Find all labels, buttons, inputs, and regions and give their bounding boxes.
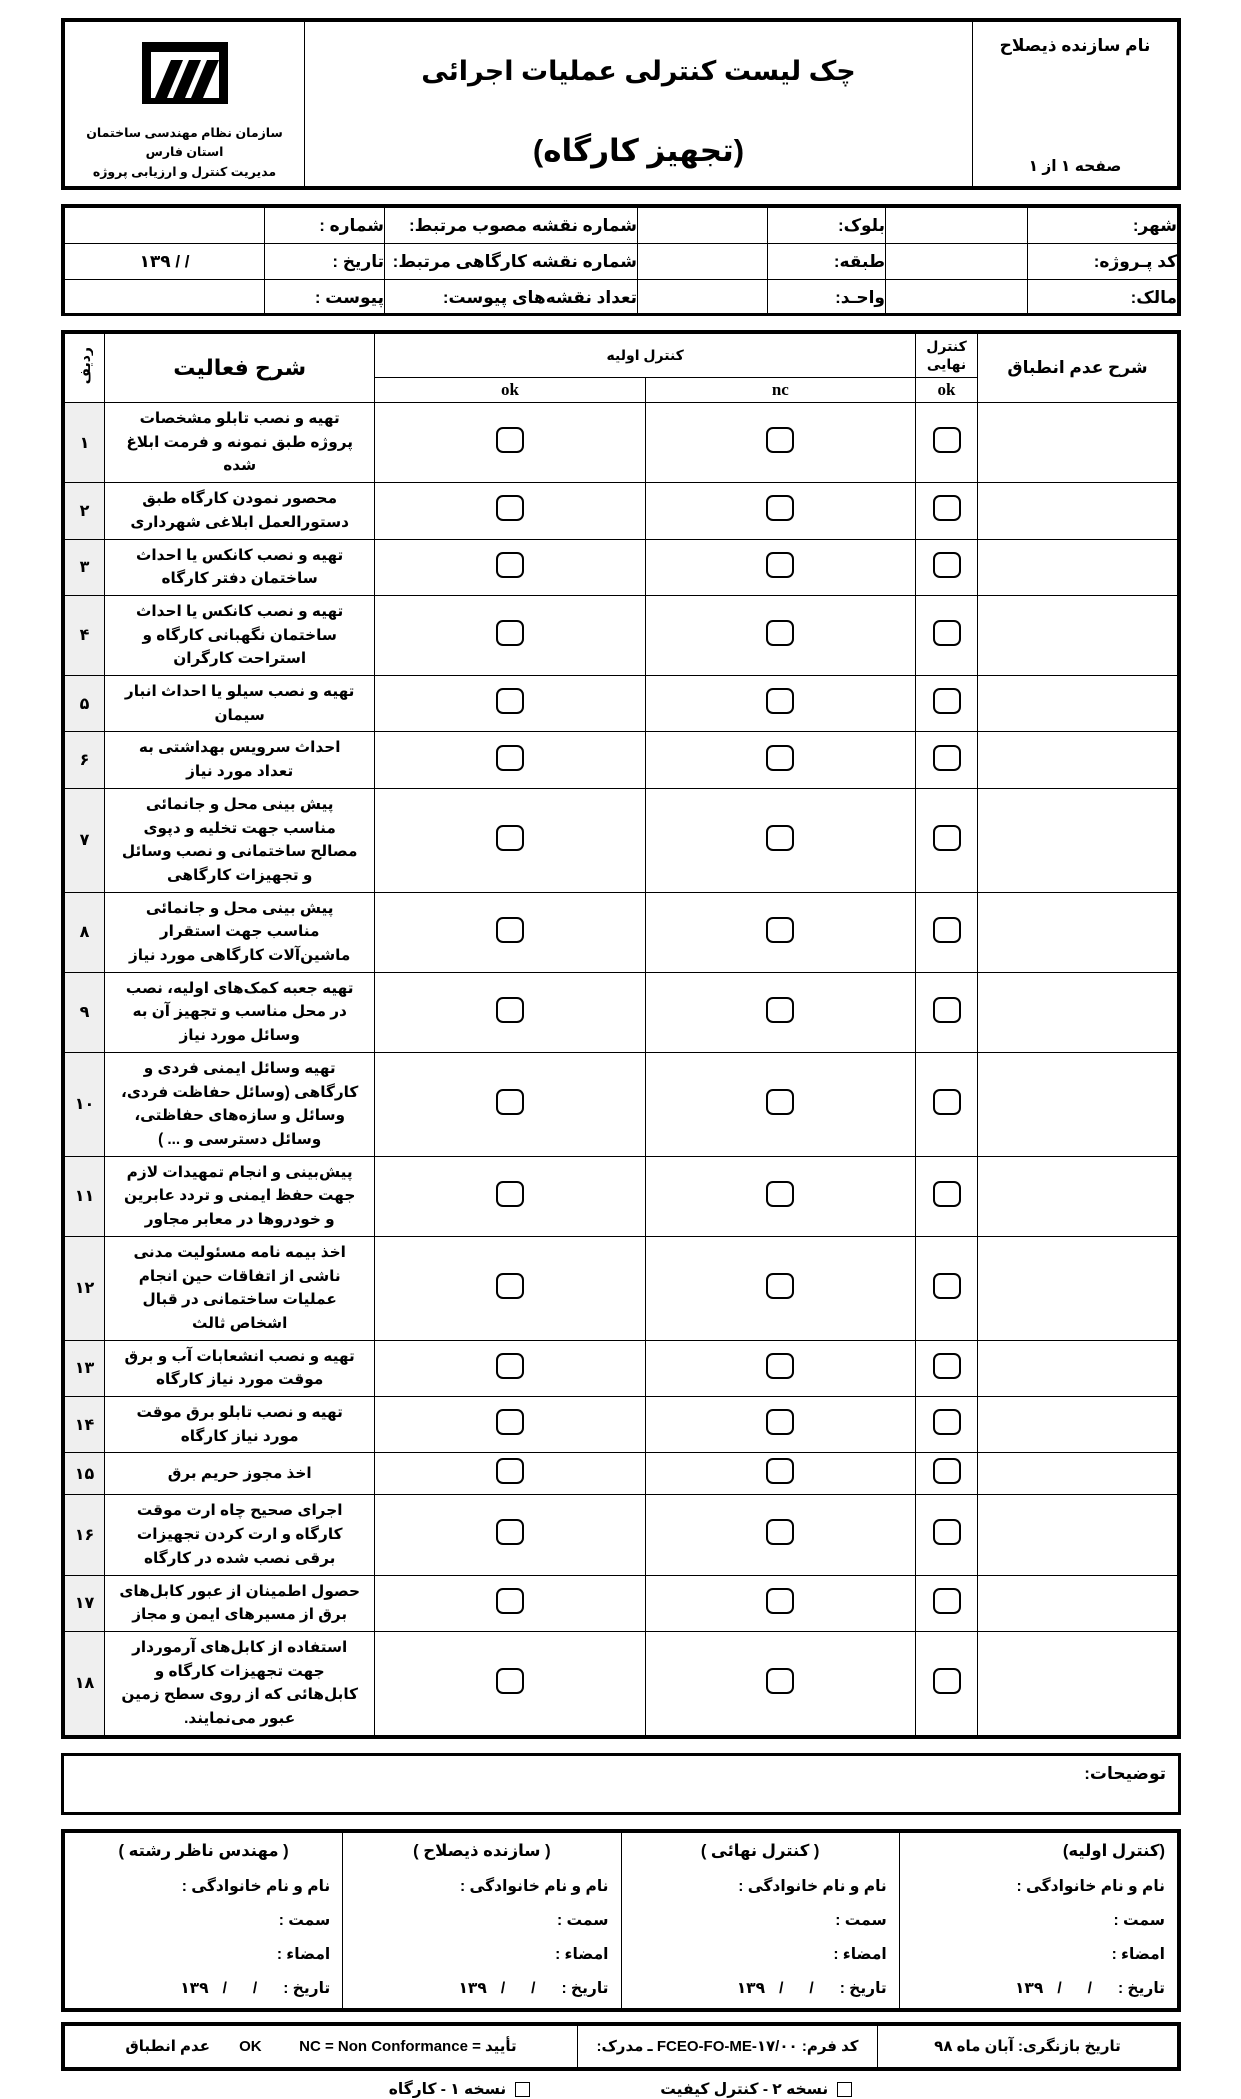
checkbox-icon[interactable] [766, 1273, 794, 1299]
activity-cell: تهیه جعبه کمک‌های اولیه، نصب در محل مناسب و تجهیز آن به وسائل مورد نیاز [105, 972, 375, 1052]
checkbox-cell-ok[interactable] [375, 892, 645, 972]
block-label: بلوک: [768, 208, 886, 244]
checkbox-icon[interactable] [933, 1588, 961, 1614]
signature-role-label[interactable]: سمت : [1113, 1911, 1165, 1929]
number-value[interactable] [65, 208, 265, 244]
nonconformity-cell[interactable] [978, 1575, 1178, 1631]
checkbox-icon[interactable] [933, 1089, 961, 1115]
footer-revision-date: تاریخ بازنگری: آبان ماه ۹۸ [934, 2038, 1121, 2056]
checkbox-cell-nc[interactable] [645, 595, 915, 675]
activity-cell: حصول اطمینان از عبور کابل‌های برق از مسیرهای ایمن و مجاز [105, 1575, 375, 1631]
checkbox-cell-final-ok[interactable] [916, 788, 978, 892]
checkbox-icon[interactable] [496, 745, 524, 771]
activity-cell: پیش‌بینی و انجام تمهیدات لازم جهت حفظ ایمنی و تردد عابرین و خودروها در معابر مجاور [105, 1156, 375, 1236]
nonconformity-cell[interactable] [978, 1495, 1178, 1575]
page-subtitle: (تجهیز کارگاه) [532, 132, 745, 168]
checkbox-cell-ok[interactable] [375, 972, 645, 1052]
activity-cell: تهیه و نصب کانکس یا احداث ساختمان نگهبانی کارگاه و استراحت کارگران [105, 595, 375, 675]
checkbox-icon[interactable] [496, 427, 524, 453]
table-row [65, 403, 1178, 483]
checkbox-cell-nc[interactable] [645, 1052, 915, 1156]
table-row [65, 1052, 1178, 1156]
signature-title: ( کنترل نهائی ) [700, 1841, 820, 1860]
checkbox-cell-final-ok[interactable] [916, 1453, 978, 1495]
checkbox-icon[interactable] [766, 745, 794, 771]
project-code-value[interactable] [886, 244, 1028, 280]
project-info-block [61, 204, 1181, 316]
checkbox-icon[interactable] [837, 2082, 852, 2097]
table-row [65, 1575, 1178, 1631]
checkbox-icon[interactable] [933, 688, 961, 714]
page-label: صفحه ۱ از ۱ [1028, 158, 1122, 175]
attached-maps-label: تعداد نقشه‌های پیوست: [385, 280, 638, 316]
unit-label: واحـد: [768, 280, 886, 316]
sub-col-ok: ok [375, 378, 645, 403]
row-number-cell: ۶ [65, 732, 105, 788]
checkbox-cell-ok[interactable] [375, 1453, 645, 1495]
table-row [65, 595, 1178, 675]
signature-role-label[interactable]: سمت : [556, 1911, 609, 1929]
city-label: شهر: [1028, 208, 1178, 244]
checkbox-cell-final-ok[interactable] [916, 539, 978, 595]
page-title: چک لیست کنترلی عملیات اجرائی [421, 55, 856, 86]
nonconformity-cell[interactable] [978, 1156, 1178, 1236]
checkbox-cell-final-ok[interactable] [916, 403, 978, 483]
floor-label: طبقه: [768, 244, 886, 280]
table-row [65, 1631, 1178, 1735]
nonconformity-cell[interactable] [978, 676, 1178, 732]
checkbox-icon[interactable] [766, 917, 794, 943]
logo-caption-line-2: استان فارس [145, 145, 224, 160]
row-number-cell: ۲ [65, 483, 105, 539]
footer-nc-full: NC = Non Conformance [299, 2038, 468, 2056]
table-row [65, 1397, 1178, 1453]
checkbox-icon[interactable] [766, 620, 794, 646]
activity-cell: تهیه وسائل ایمنی فردی و کارگاهی (وسائل حفاظت فردی، وسائل و سازه‌های حفاظتی، وسائل دسترسی و ... ) [105, 1052, 375, 1156]
nonconformity-cell[interactable] [978, 1631, 1178, 1735]
checkbox-cell-ok[interactable] [375, 1156, 645, 1236]
footer-approve: تأیید = OK [239, 2038, 517, 2056]
table-row [65, 1236, 1178, 1340]
footer-table [64, 2025, 1178, 2068]
signature-table [64, 1832, 1178, 2009]
checkbox-icon[interactable] [933, 1181, 961, 1207]
number-label: شماره : [265, 208, 385, 244]
row-number-cell: ۱۲ [65, 1236, 105, 1340]
signature-cell-1 [621, 1832, 899, 2008]
checkbox-icon[interactable] [766, 1409, 794, 1435]
maker-label: نام سازنده ذیصلاح [999, 36, 1151, 55]
signature-cell-0 [899, 1832, 1177, 2008]
checkbox-icon[interactable] [496, 1458, 524, 1484]
col-final-control: کنترل نهایی [916, 334, 978, 378]
nonconformity-cell[interactable] [978, 539, 1178, 595]
table-row [65, 539, 1178, 595]
site-map-label: شماره نقشه کارگاهی مرتبط: [385, 244, 638, 280]
unit-value[interactable] [638, 280, 768, 316]
row-number-cell: ۱۰ [65, 1052, 105, 1156]
logo-caption-line-3: مدیریت کنترل و ارزیابی پروژه [92, 164, 277, 179]
signature-row [65, 1832, 1178, 2008]
signature-role-label[interactable]: سمت : [835, 1911, 887, 1929]
signature-sign-label[interactable]: امضاء : [276, 1945, 331, 1963]
table-row [65, 1453, 1178, 1495]
checkbox-cell-nc[interactable] [645, 403, 915, 483]
checkbox-cell-ok[interactable] [375, 1397, 645, 1453]
activity-cell: تهیه و نصب تابلو مشخصات پروژه طبق نمونه و فرمت ابلاغ شده [105, 403, 375, 483]
checkbox-cell-ok[interactable] [375, 1495, 645, 1575]
checkbox-cell-ok[interactable] [375, 732, 645, 788]
checkbox-cell-ok[interactable] [375, 1631, 645, 1735]
table-row [65, 732, 1178, 788]
checkbox-icon[interactable] [766, 495, 794, 521]
footer-doc-label: ـ مدرک: [596, 2038, 653, 2056]
checkbox-cell-ok[interactable] [375, 676, 645, 732]
row-number-cell: ۳ [65, 539, 105, 595]
nonconformity-cell[interactable] [978, 1052, 1178, 1156]
date-value[interactable]: / / ۱۳۹ [65, 244, 265, 280]
checkbox-cell-nc[interactable] [645, 1156, 915, 1236]
checkbox-cell-nc[interactable] [645, 972, 915, 1052]
checkbox-icon[interactable] [496, 917, 524, 943]
signature-title: ( سازنده ذیصلاح ) [413, 1841, 551, 1860]
table-row [65, 972, 1178, 1052]
checkbox-icon[interactable] [766, 1519, 794, 1545]
approved-map-label: شماره نقشه مصوب مرتبط: [385, 208, 638, 244]
table-row [65, 676, 1178, 732]
row-number-cell: ۱۳ [65, 1340, 105, 1396]
nonconformity-cell[interactable] [978, 732, 1178, 788]
checkbox-icon[interactable] [933, 917, 961, 943]
checkbox-cell-nc[interactable] [645, 788, 915, 892]
activity-cell: پیش بینی محل و جانمائی مناسب جهت استقرار ماشین‌آلات کارگاهی مورد نیاز [105, 892, 375, 972]
signature-date-value: ۱۳۹ [458, 1979, 487, 1997]
row-number-cell: ۷ [65, 788, 105, 892]
footer-nonconformity: عدم انطباق [125, 2038, 210, 2056]
checkbox-icon[interactable] [496, 997, 524, 1023]
col-activity: شرح فعالیت [105, 334, 375, 403]
activity-cell: تهیه و نصب تابلو برق موقت مورد نیاز کارگاه [105, 1397, 375, 1453]
checkbox-cell-nc[interactable] [645, 539, 915, 595]
checklist-body [65, 403, 1178, 1736]
signature-date-label: تاریخ : [1117, 1979, 1165, 1997]
checkbox-icon[interactable] [933, 997, 961, 1023]
notes-block[interactable] [61, 1753, 1181, 1815]
checkbox-cell-ok[interactable] [375, 1340, 645, 1396]
checkbox-cell-final-ok[interactable] [916, 972, 978, 1052]
nonconformity-cell[interactable] [978, 403, 1178, 483]
row-number-cell: ۹ [65, 972, 105, 1052]
table-row [65, 1156, 1178, 1236]
checkbox-icon[interactable] [496, 1273, 524, 1299]
activity-cell: اجرای صحیح چاه ارت موقت کارگاه و ارت کردن تجهیزات برقی نصب شده در کارگاه [105, 1495, 375, 1575]
row-number-cell: ۸ [65, 892, 105, 972]
maker-cell [973, 22, 1178, 187]
signature-cell-2 [343, 1832, 621, 2008]
checkbox-cell-final-ok[interactable] [916, 732, 978, 788]
nonconformity-cell[interactable] [978, 1340, 1178, 1396]
checkbox-icon[interactable] [933, 1409, 961, 1435]
checkbox-icon[interactable] [766, 1668, 794, 1694]
title-block [61, 18, 1181, 190]
checkbox-icon[interactable] [496, 1519, 524, 1545]
activity-cell: استفاده از کابل‌های آرموردار جهت تجهیزات کارگاه و کابل‌هائی که از روی سطح زمین عبور می‌نمایند. [105, 1631, 375, 1735]
attachment-label: پیوست : [265, 280, 385, 316]
attachment-value[interactable] [65, 280, 265, 316]
signature-name-label[interactable]: نام و نام خانوادگی : [181, 1877, 331, 1895]
checkbox-cell-nc[interactable] [645, 1575, 915, 1631]
checklist-table [64, 333, 1178, 1736]
checkbox-icon[interactable] [766, 1458, 794, 1484]
nonconformity-cell[interactable] [978, 1236, 1178, 1340]
footer-revision-cell [878, 2025, 1178, 2067]
checkbox-icon[interactable] [496, 688, 524, 714]
checkbox-icon[interactable] [496, 1181, 524, 1207]
checkbox-cell-nc[interactable] [645, 676, 915, 732]
footer-legend-cell [65, 2025, 578, 2067]
logo-cell [65, 22, 305, 187]
checkbox-cell-ok[interactable] [375, 1052, 645, 1156]
activity-cell: تهیه و نصب کانکس یا احداث ساختمان دفتر کارگاه [105, 539, 375, 595]
checkbox-cell-final-ok[interactable] [916, 1236, 978, 1340]
signature-name-label[interactable]: نام و نام خانوادگی : [738, 1877, 887, 1895]
checkbox-icon[interactable] [933, 745, 961, 771]
signature-date-value: ۱۳۹ [180, 1979, 209, 1997]
signature-name-label[interactable]: نام و نام خانوادگی : [1016, 1877, 1165, 1895]
activity-cell: پیش بینی محل و جانمائی مناسب جهت تخلیه و دپوی مصالح ساختمانی و نصب وسائل و تجهیزات کارگاهی [105, 788, 375, 892]
city-value[interactable] [886, 208, 1028, 244]
logo-caption-line-1: سازمان نظام مهندسی ساختمان [86, 125, 283, 140]
logo-caption [65, 124, 304, 182]
row-number-cell: ۱۷ [65, 1575, 105, 1631]
checkbox-cell-ok[interactable] [375, 539, 645, 595]
nonconformity-cell[interactable] [978, 892, 1178, 972]
checkbox-cell-final-ok[interactable] [916, 1340, 978, 1396]
footer-doc-code: کد فرم: FCEO-FO-ME-۱۷/۰۰ [656, 2038, 859, 2056]
row-number-cell: ۱ [65, 403, 105, 483]
checkbox-cell-final-ok[interactable] [916, 676, 978, 732]
checkbox-cell-nc[interactable] [645, 732, 915, 788]
activity-cell: تهیه و نصب انشعابات آب و برق موقت مورد نیاز کارگاه [105, 1340, 375, 1396]
sub-col-nc: nc [645, 378, 915, 403]
row-number-cell: ۱۵ [65, 1453, 105, 1495]
checkbox-icon[interactable] [933, 620, 961, 646]
checkbox-cell-nc[interactable] [645, 1340, 915, 1396]
nonconformity-cell[interactable] [978, 972, 1178, 1052]
checkbox-icon[interactable] [933, 495, 961, 521]
checkbox-icon[interactable] [496, 495, 524, 521]
sub-col-ok-final: ok [916, 378, 978, 403]
signature-name-label[interactable]: نام و نام خانوادگی : [459, 1877, 609, 1895]
copy-item-2[interactable] [660, 2080, 852, 2099]
table-row [65, 788, 1178, 892]
activity-cell: تهیه و نصب سیلو یا احداث انبار سیمان [105, 676, 375, 732]
checkbox-icon[interactable] [766, 1588, 794, 1614]
nonconformity-cell[interactable] [978, 788, 1178, 892]
checkbox-icon[interactable] [933, 1519, 961, 1545]
checkbox-icon[interactable] [933, 1353, 961, 1379]
checklist-block [61, 330, 1181, 1739]
owner-label: مالک: [1028, 280, 1178, 316]
checkbox-cell-ok[interactable] [375, 1236, 645, 1340]
checkbox-cell-final-ok[interactable] [916, 595, 978, 675]
checkbox-icon[interactable] [496, 825, 524, 851]
checkbox-icon[interactable] [933, 1458, 961, 1484]
signature-date-label: تاریخ : [283, 1979, 331, 1997]
signature-sign-label[interactable]: امضاء : [1111, 1945, 1165, 1963]
floor-value[interactable] [638, 244, 768, 280]
checkbox-cell-final-ok[interactable] [916, 1495, 978, 1575]
nonconformity-cell[interactable] [978, 1453, 1178, 1495]
checkbox-icon[interactable] [933, 1273, 961, 1299]
signature-date-value: ۱۳۹ [1014, 1979, 1044, 1997]
checkbox-cell-final-ok[interactable] [916, 1631, 978, 1735]
signature-date-value: ۱۳۹ [736, 1979, 766, 1997]
checkbox-icon[interactable] [766, 1089, 794, 1115]
signature-block [61, 1829, 1181, 2012]
checkbox-icon[interactable] [496, 1668, 524, 1694]
checkbox-cell-final-ok[interactable] [916, 892, 978, 972]
row-number-cell: ۱۶ [65, 1495, 105, 1575]
checkbox-cell-ok[interactable] [375, 403, 645, 483]
checkbox-cell-nc[interactable] [645, 483, 915, 539]
checkbox-icon[interactable] [496, 1353, 524, 1379]
signature-date-row[interactable]: تاریخ ://۱۳۹ [458, 1979, 609, 1997]
checkbox-cell-final-ok[interactable] [916, 1156, 978, 1236]
checkbox-icon[interactable] [933, 427, 961, 453]
document-title-cell [305, 22, 973, 187]
row-number-cell: ۱۱ [65, 1156, 105, 1236]
organization-logo-icon [125, 38, 245, 116]
col-nonconformity: شرح عدم انطباق [978, 334, 1178, 403]
signature-title: (کنترل اولیه) [1062, 1841, 1165, 1860]
checkbox-icon[interactable] [766, 997, 794, 1023]
copy-2-label: نسخه ۲ - کنترل کیفیت [660, 2080, 829, 2098]
signature-date-row[interactable]: تاریخ ://۱۳۹ [1014, 1979, 1165, 1997]
checkbox-icon[interactable] [933, 552, 961, 578]
col-row-number [65, 334, 105, 403]
checkbox-icon[interactable] [766, 1181, 794, 1207]
activity-cell: احداث سرویس بهداشتی به تعداد مورد نیاز [105, 732, 375, 788]
table-row [65, 483, 1178, 539]
checkbox-icon[interactable] [766, 1353, 794, 1379]
checkbox-cell-nc[interactable] [645, 1236, 915, 1340]
col-initial-control: کنترل اولیه [375, 334, 916, 378]
checkbox-icon[interactable] [496, 552, 524, 578]
signature-sign-label[interactable]: امضاء : [555, 1945, 609, 1963]
block-value[interactable] [638, 208, 768, 244]
signature-date-row[interactable]: تاریخ ://۱۳۹ [736, 1979, 887, 1997]
signature-date-row[interactable]: تاریخ ://۱۳۹ [180, 1979, 331, 1997]
project-code-label: کد پـروژه: [1028, 244, 1178, 280]
copy-item-1[interactable] [389, 2080, 530, 2099]
checkbox-cell-nc[interactable] [645, 892, 915, 972]
checkbox-icon[interactable] [766, 552, 794, 578]
checklist-header [65, 334, 1178, 403]
checkbox-icon[interactable] [496, 1588, 524, 1614]
checkbox-cell-final-ok[interactable] [916, 1052, 978, 1156]
signature-title: ( مهندس ناظر رشته ) [118, 1841, 289, 1860]
table-row [65, 1495, 1178, 1575]
checkbox-icon[interactable] [933, 825, 961, 851]
checkbox-cell-ok[interactable] [375, 1575, 645, 1631]
row-number-cell: ۴ [65, 595, 105, 675]
checkbox-cell-ok[interactable] [375, 483, 645, 539]
checkbox-icon[interactable] [496, 1409, 524, 1435]
table-row [65, 892, 1178, 972]
signature-date-label: تاریخ : [561, 1979, 609, 1997]
copy-line [60, 2080, 1181, 2099]
checkbox-cell-final-ok[interactable] [916, 1575, 978, 1631]
checkbox-icon[interactable] [766, 688, 794, 714]
nonconformity-cell[interactable] [978, 1397, 1178, 1453]
checkbox-icon[interactable] [496, 620, 524, 646]
checkbox-cell-ok[interactable] [375, 595, 645, 675]
footer-doc-cell [578, 2025, 878, 2067]
checkbox-cell-nc[interactable] [645, 1453, 915, 1495]
copy-1-label: نسخه ۱ - کارگاه [388, 2080, 507, 2098]
table-row [65, 1340, 1178, 1396]
row-number-cell: ۱۴ [65, 1397, 105, 1453]
checkbox-cell-final-ok[interactable] [916, 1397, 978, 1453]
footer-block [61, 2022, 1181, 2071]
nonconformity-cell[interactable] [978, 595, 1178, 675]
checkbox-icon[interactable] [933, 1668, 961, 1694]
checkbox-icon[interactable] [766, 427, 794, 453]
date-label: تاریخ : [265, 244, 385, 280]
signature-date-label: تاریخ : [839, 1979, 887, 1997]
notes-label: توضیحات: [1084, 1763, 1166, 1783]
checkbox-cell-nc[interactable] [645, 1495, 915, 1575]
activity-cell: اخذ بیمه نامه مسئولیت مدنی ناشی از اتفاقات حین انجام عملیات ساختمانی در قبال اشخاص ثالث [105, 1236, 375, 1340]
row-number-cell: ۱۸ [65, 1631, 105, 1735]
activity-cell: محصور نمودن کارگاه طبق دستورالعمل ابلاغی شهرداری [105, 483, 375, 539]
checkbox-cell-nc[interactable] [645, 1631, 915, 1735]
checkbox-icon[interactable] [496, 1089, 524, 1115]
checkbox-cell-final-ok[interactable] [916, 483, 978, 539]
signature-sign-label[interactable]: امضاء : [833, 1945, 887, 1963]
checkbox-cell-nc[interactable] [645, 1397, 915, 1453]
signature-cell-3 [65, 1832, 343, 2008]
col-row-number-label: ردیف [76, 346, 93, 385]
nonconformity-cell[interactable] [978, 483, 1178, 539]
checkbox-icon[interactable] [515, 2082, 530, 2097]
checkbox-cell-ok[interactable] [375, 788, 645, 892]
row-number-cell: ۵ [65, 676, 105, 732]
activity-cell: اخذ مجوز حریم برق [105, 1453, 375, 1495]
signature-role-label[interactable]: سمت : [278, 1911, 331, 1929]
checkbox-icon[interactable] [766, 825, 794, 851]
owner-value[interactable] [886, 280, 1028, 316]
